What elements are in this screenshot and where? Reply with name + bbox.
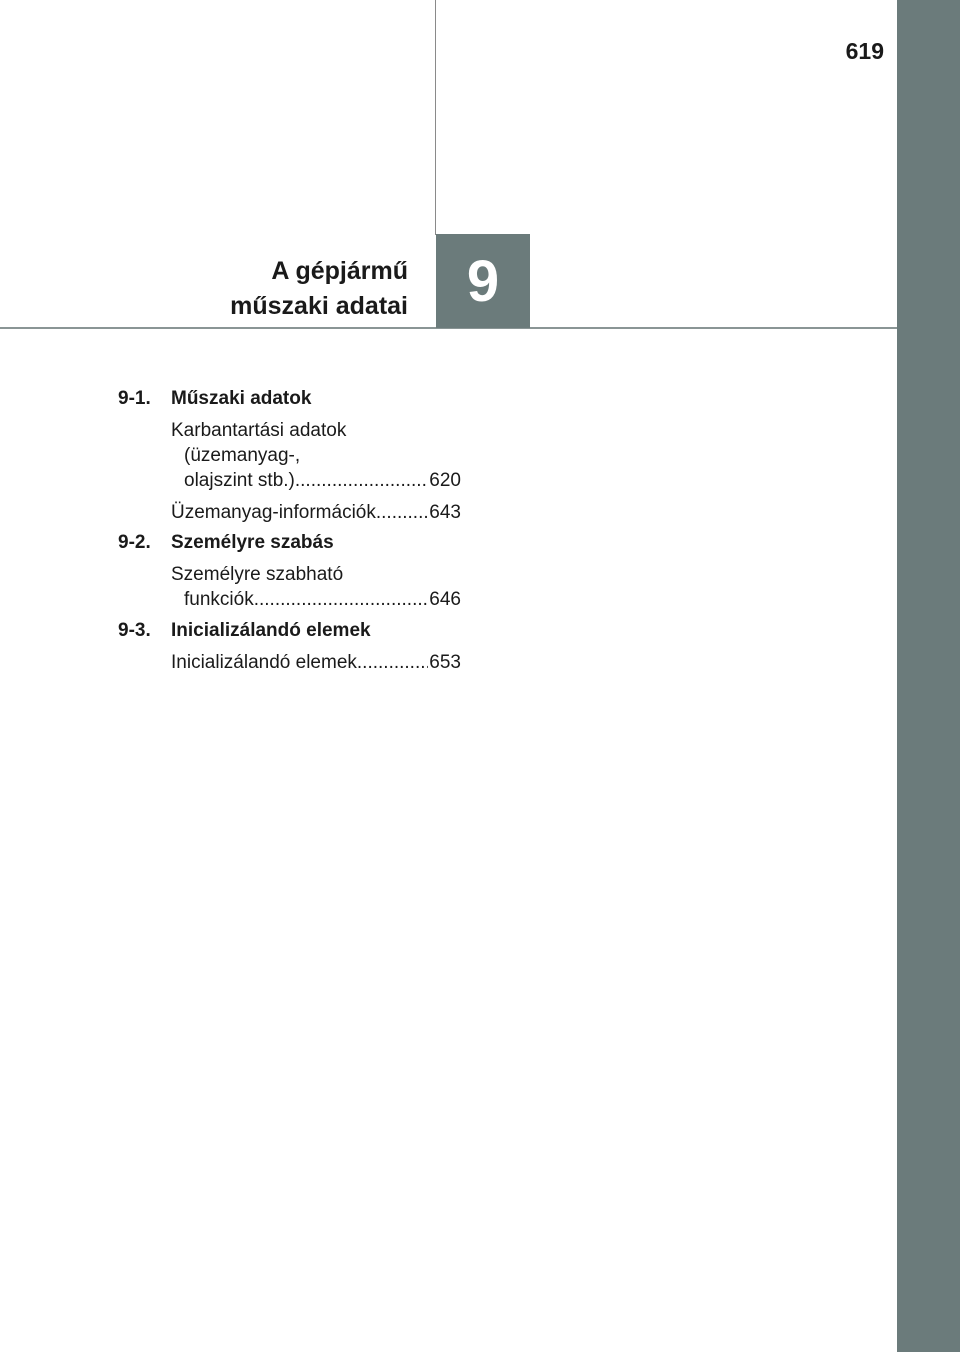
- toc-entry-page: 620: [429, 470, 461, 491]
- toc-section-number: 9-2.: [118, 532, 151, 553]
- toc-leader-dots: [254, 587, 429, 612]
- toc-entry-karbantartasi-adatok[interactable]: [171, 418, 461, 493]
- toc-section-number: 9-1.: [118, 388, 151, 409]
- toc-entry-last-line: [171, 587, 461, 612]
- toc-entry-szemelyre-szabhato-funkciok[interactable]: [171, 562, 461, 612]
- toc-section-9-3[interactable]: [118, 620, 371, 642]
- chapter-number-box: 9: [436, 234, 530, 328]
- toc-leader-dots: [357, 650, 428, 675]
- toc-entry-line: (üzemanyag-,: [184, 445, 301, 466]
- toc-leader-dots: [295, 468, 428, 493]
- toc-entry-text: Inicializálandó elemek: [171, 652, 357, 673]
- toc-entry-line: Karbantartási adatok: [171, 420, 347, 441]
- toc-entry-text: funkciók: [184, 589, 254, 610]
- toc-section-title: Műszaki adatok: [171, 388, 312, 409]
- chapter-title-line1: A gépjármű: [271, 257, 408, 285]
- toc-entry-text: olajszint stb.): [184, 470, 295, 491]
- toc-entry-page: 646: [429, 589, 461, 610]
- toc-entry-page: 643: [429, 502, 461, 523]
- chapter-title-line2: műszaki adatai: [230, 292, 408, 320]
- toc-entry-inicializalando-elemek[interactable]: [171, 650, 461, 675]
- toc-entry-last-line: [171, 468, 461, 493]
- toc-section-number: 9-3.: [118, 620, 151, 641]
- toc-entry-page: 653: [429, 652, 461, 673]
- toc-entry-line: Személyre szabható: [171, 564, 344, 585]
- toc-section-title: Inicializálandó elemek: [171, 620, 371, 641]
- toc-entry-last-line: [171, 650, 461, 675]
- toc-section-9-1[interactable]: [118, 388, 311, 410]
- toc-entry-text: Üzemanyag-információk: [171, 502, 376, 523]
- toc-entry-last-line: [171, 500, 461, 525]
- toc-section-9-2[interactable]: [118, 532, 334, 554]
- page-number: 619: [845, 38, 884, 64]
- chapter-side-tab: [897, 0, 960, 1352]
- vertical-divider: [435, 0, 436, 235]
- toc-leader-dots: [376, 500, 428, 525]
- toc-section-title: Személyre szabás: [171, 532, 334, 553]
- toc-entry-uzemanyag-informaciok[interactable]: [171, 500, 461, 525]
- chapter-title: [230, 254, 408, 324]
